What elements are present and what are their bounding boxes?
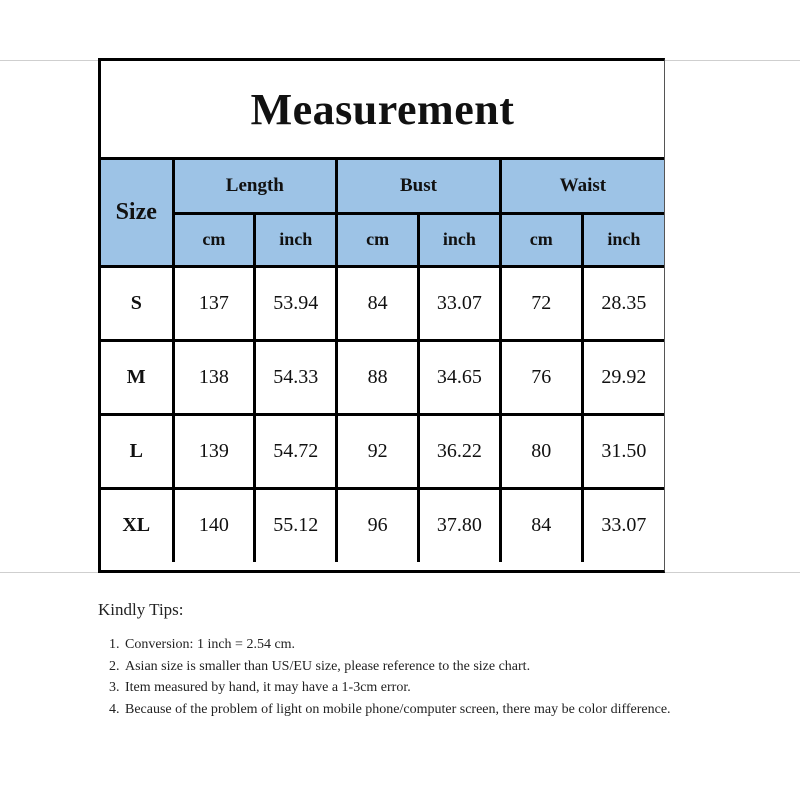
table-row bbox=[101, 340, 664, 414]
size-label: S bbox=[101, 266, 173, 340]
table-cell: 37.80 bbox=[418, 488, 500, 562]
unit-header: cm bbox=[337, 213, 419, 266]
table-cell: 54.72 bbox=[255, 414, 337, 488]
tip-item: 1. Conversion: 1 inch = 2.54 cm. bbox=[123, 634, 738, 656]
table-cell: 55.12 bbox=[255, 488, 337, 562]
unit-header: inch bbox=[255, 213, 337, 266]
table-cell: 33.07 bbox=[582, 488, 664, 562]
table-cell: 96 bbox=[337, 488, 419, 562]
kindly-tips bbox=[98, 600, 738, 720]
tip-item: 4. Because of the problem of light on mobile phone/computer screen, there may be color difference. bbox=[123, 699, 738, 721]
table-cell: 84 bbox=[500, 488, 582, 562]
table-cell: 84 bbox=[337, 266, 419, 340]
table-row bbox=[101, 414, 664, 488]
chart-title: Measurement bbox=[101, 61, 664, 160]
table-cell: 53.94 bbox=[255, 266, 337, 340]
table-cell: 137 bbox=[173, 266, 255, 340]
tip-item: 2. Asian size is smaller than US/EU size, please reference to the size chart. bbox=[123, 656, 738, 678]
size-column-header: Size bbox=[101, 160, 173, 266]
table-cell: 28.35 bbox=[582, 266, 664, 340]
table-row bbox=[101, 266, 664, 340]
unit-header: inch bbox=[582, 213, 664, 266]
size-chart bbox=[98, 58, 665, 573]
table-cell: 88 bbox=[337, 340, 419, 414]
table-row bbox=[101, 488, 664, 562]
tips-list bbox=[98, 634, 738, 720]
length-header: Length bbox=[173, 160, 337, 213]
table-cell: 72 bbox=[500, 266, 582, 340]
header-row-units bbox=[101, 213, 664, 266]
table-cell: 31.50 bbox=[582, 414, 664, 488]
table-cell: 29.92 bbox=[582, 340, 664, 414]
unit-header: cm bbox=[500, 213, 582, 266]
waist-header: Waist bbox=[500, 160, 664, 213]
table-cell: 34.65 bbox=[418, 340, 500, 414]
table-cell: 80 bbox=[500, 414, 582, 488]
table-cell: 138 bbox=[173, 340, 255, 414]
tip-item: 3. Item measured by hand, it may have a 1-3cm error. bbox=[123, 677, 738, 699]
size-table bbox=[101, 160, 664, 562]
unit-header: inch bbox=[418, 213, 500, 266]
table-cell: 33.07 bbox=[418, 266, 500, 340]
size-label: L bbox=[101, 414, 173, 488]
bust-header: Bust bbox=[337, 160, 501, 213]
table-cell: 139 bbox=[173, 414, 255, 488]
header-row-groups bbox=[101, 160, 664, 213]
table-cell: 54.33 bbox=[255, 340, 337, 414]
table-cell: 140 bbox=[173, 488, 255, 562]
size-label: XL bbox=[101, 488, 173, 562]
tips-title: Kindly Tips: bbox=[98, 600, 184, 619]
table-cell: 36.22 bbox=[418, 414, 500, 488]
table-cell: 92 bbox=[337, 414, 419, 488]
table-cell: 76 bbox=[500, 340, 582, 414]
unit-header: cm bbox=[173, 213, 255, 266]
size-label: M bbox=[101, 340, 173, 414]
